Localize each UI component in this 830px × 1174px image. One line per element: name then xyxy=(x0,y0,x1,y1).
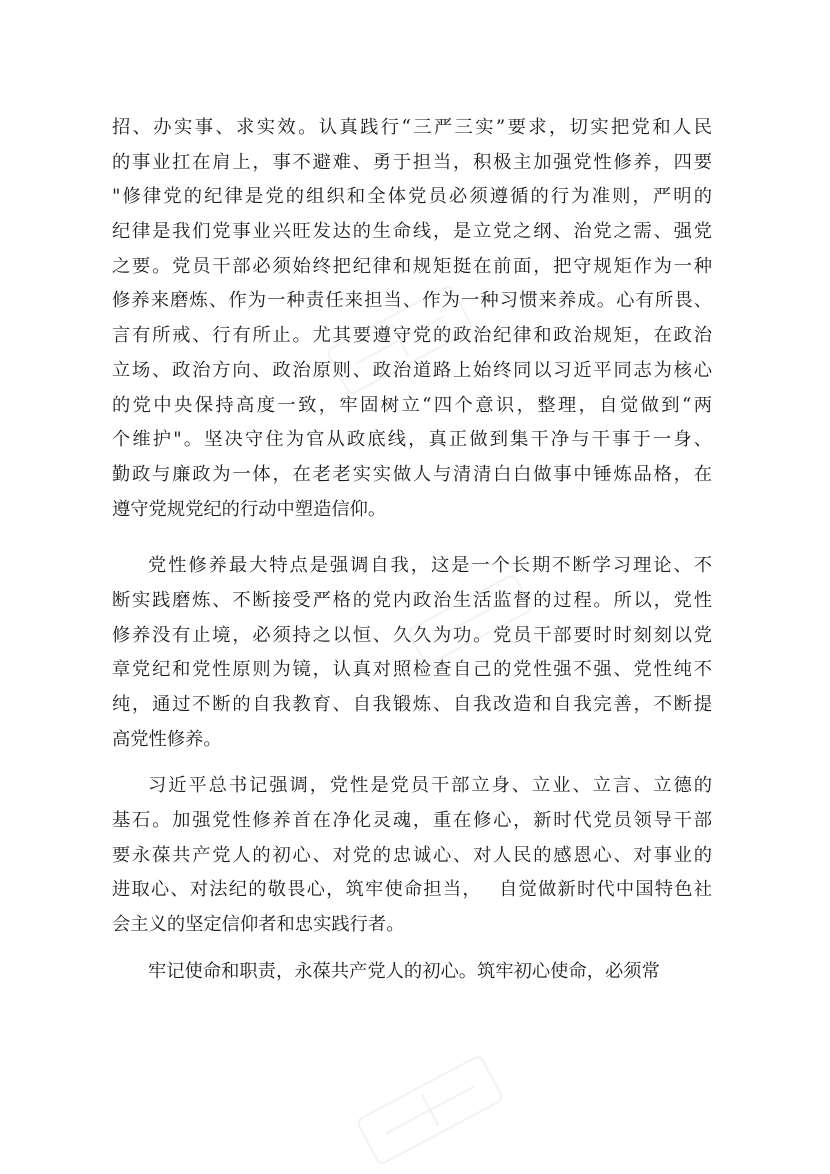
paragraph-2 xyxy=(112,549,712,757)
text-line: 纯，通过不断的自我教育、自我锻炼、自我改造和自我完善，不断提 xyxy=(112,694,712,715)
text-line: 招、办实事、求实效。认真践行“三严三实”要求，切实把党和人民 xyxy=(112,117,712,138)
paragraph-1 xyxy=(112,111,712,527)
text-line: 进取心、对法纪的敬畏心，筑牢使命担当， 自觉做新时代中国特色社 xyxy=(112,879,712,901)
text-line: 修养没有止境，必须持之以恒、久久为功。党员干部要时时刻刻以党 xyxy=(112,624,712,646)
text-line: 牢记使命和职责，永葆共产党人的初心。筑牢初心使命，必须常 xyxy=(148,960,660,982)
paragraph-spacer xyxy=(112,527,712,549)
text-line: 立场、政治方向、政治原则、政治道路上始终同以习近平同志为核心 xyxy=(112,359,712,381)
text-line: 的党中央保持高度一致，牢固树立“四个意识，整理，自觉做到“两 xyxy=(112,394,712,416)
text-line: 会主义的坚定信仰者和忠实践行者。 xyxy=(112,914,405,936)
document-body xyxy=(112,111,712,990)
text-line: 纪律是我们党事业兴旺发达的生命线，是立党之纲、治党之需、强党 xyxy=(112,221,712,243)
text-line: 高党性修养。 xyxy=(112,728,222,750)
paragraph-4 xyxy=(112,955,712,990)
text-line: 之要。党员干部必须始终把纪律和规矩挺在前面，把守规矩作为一种 xyxy=(112,255,712,277)
text-line: 要永葆共产党人的初心、对党的忠诚心、对人民的感恩心、对事业的 xyxy=(112,844,712,866)
text-line: 个维护"。坚决守住为官从政底线，真正做到集干净与干事于一身、 xyxy=(112,429,712,451)
text-line: 基石。加强党性修养首在净化灵魂，重在修心，新时代党员领导干部 xyxy=(112,810,712,832)
text-line: 习近平总书记强调，党性是党员干部立身、立业、立言、立德的 xyxy=(148,775,712,797)
text-line: 勤政与廉政为一体，在老老实实做人与清清白白做事中锤炼品格，在 xyxy=(112,463,712,485)
text-line: 的事业扛在肩上，事不避难、勇于担当，积极主加强党性修养，四要 xyxy=(112,151,712,173)
text-line: 章党纪和党性原则为镜，认真对照检查自己的党性强不强、党性纯不 xyxy=(112,659,712,681)
paragraph-spacer xyxy=(112,943,712,955)
text-line: 党性修养最大特点是强调自我，这是一个长期不断学习理论、不 xyxy=(148,555,712,577)
text-line: 修养来磨炼、作为一种责任来担当、作为一种习惯来养成。心有所畏、 xyxy=(112,290,712,312)
text-line: 遵守党规党纪的行动中塑造信仰。 xyxy=(112,498,387,520)
text-line: 断实践磨炼、不断接受严格的党内政治生活监督的过程。所以，党性 xyxy=(112,589,712,611)
text-line: 言有所戒、行有所止。尤其要遵守党的政治纪律和政治规矩，在政治 xyxy=(112,325,712,347)
text-line: "修律党的纪律是党的组织和全体党员必须遵循的行为准则，严明的 xyxy=(112,186,712,208)
paragraph-spacer xyxy=(112,757,712,769)
paragraph-3 xyxy=(112,769,712,942)
